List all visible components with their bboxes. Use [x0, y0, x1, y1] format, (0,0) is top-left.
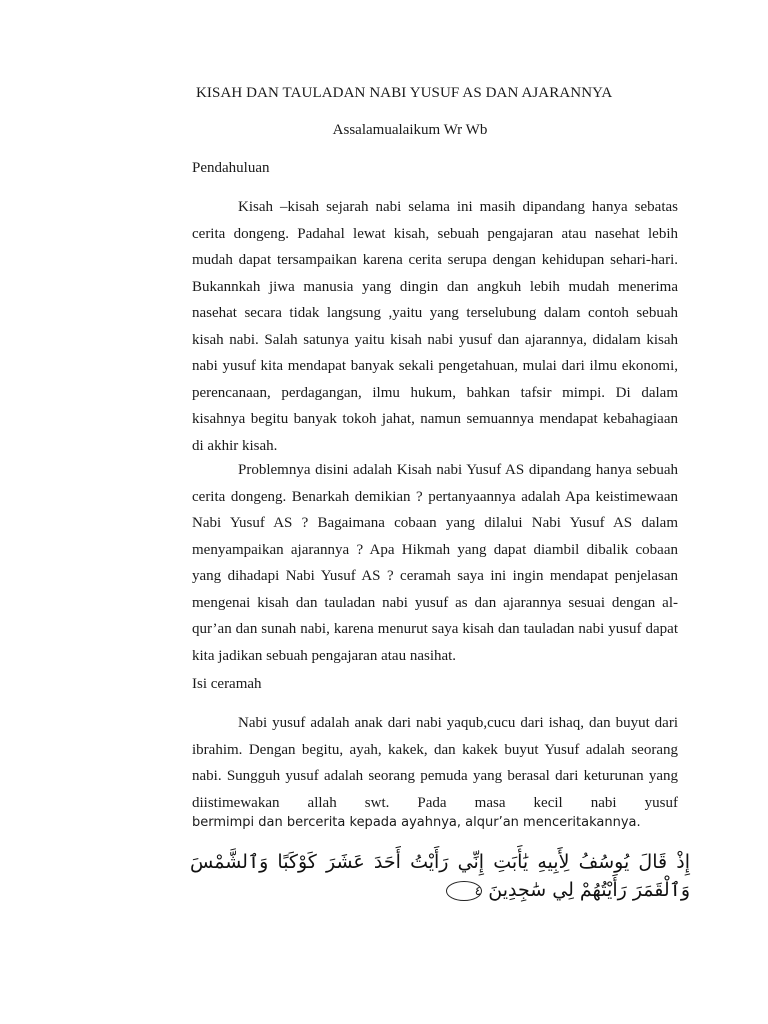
section-heading-pendahuluan: Pendahuluan: [192, 160, 270, 176]
greeting: Assalamualaikum Wr Wb: [332, 122, 488, 138]
paragraph-intro-1: Kisah –kisah sejarah nabi selama ini masih dipandang hanya sebatas cerita dongeng. Padahal lewat kisah, sebuah pengajaran atau nasehat lebih mudah dapat tersampaikan karena cerita serupa dengan kehidupan sehari-hari. Bukannkah jiwa manusia yang dingin dan angkuh lebih mudah menerima nasehat secara tidak langsung ,yaitu yang terselubung dalam contoh sebuah kisah nabi. Salah satunya yaitu kisah nabi yusuf dan ajarannya, didalam kisah nabi yusuf kita mendapat banyak sekali pengetahuan, mulai dari ilmu ekonomi, perencanaan, perdagangan, ilmu hukum, bahkan tafsir mimpi. Di dalam kisahnya begitu banyak tokoh jahat, namun semuannya mendapat kebahagiaan di akhir kisah.: [192, 199, 678, 454]
ayah-number-marker: ٤: [446, 881, 482, 901]
verse-line-2: وَٱلْقَمَرَ رَأَيْتُهُمْ لِي سَٰجِدِينَ: [488, 879, 690, 901]
verse-line-2-wrap: [190, 876, 690, 904]
paragraph-body-1: Nabi yusuf adalah anak dari nabi yaqub,cucu dari ishaq, dan buyut dari ibrahim. Dengan begitu, ayah, kakek, dan kakek buyut Yusuf adalah seorang nabi. Sungguh yusuf adalah seorang pemuda yang berasal dari keturunan yang diistimewakan allah swt. Pada masa kecil nabi yusuf: [192, 715, 678, 811]
verse-line-1: إِذْ قَالَ يُوسُفُ لِأَبِيهِ يَٰأَبَتِ إِنِّي رَأَيْتُ أَحَدَ عَشَرَ كَوْكَبًا وَٱلشَّمْسَ: [190, 851, 690, 873]
paragraph-body-tail: bermimpi dan bercerita kepada ayahnya, alqur’an menceritakannya.: [192, 815, 641, 830]
quran-verse-image: [190, 848, 690, 910]
document-title: KISAH DAN TAULADAN NABI YUSUF AS DAN AJARANNYA: [196, 85, 613, 101]
paragraph-intro-2: Problemnya disini adalah Kisah nabi Yusuf AS dipandang hanya sebuah cerita dongeng. Benarkah demikian ? pertanyaannya adalah Apa keistimewaan Nabi Yusuf AS ? Bagaimana cobaan yang dilalui Nabi Yusuf AS dalam menyampaikan ajarannya ? Apa Hikmah yang dapat diambil dibalik cobaan yang dihadapi Nabi Yusuf AS ? ceramah saya ini ingin mendapat penjelasan mengenai kisah dan tauladan nabi yusuf as dan ajarannya sesuai dengan al- qur’an dan sunah nabi, karena menurut saya kisah dan tauladan nabi yusuf dapat kita jadikan sebuah pengajaran atau nasihat.: [192, 462, 678, 664]
section-heading-isi-ceramah: Isi ceramah: [192, 676, 262, 692]
